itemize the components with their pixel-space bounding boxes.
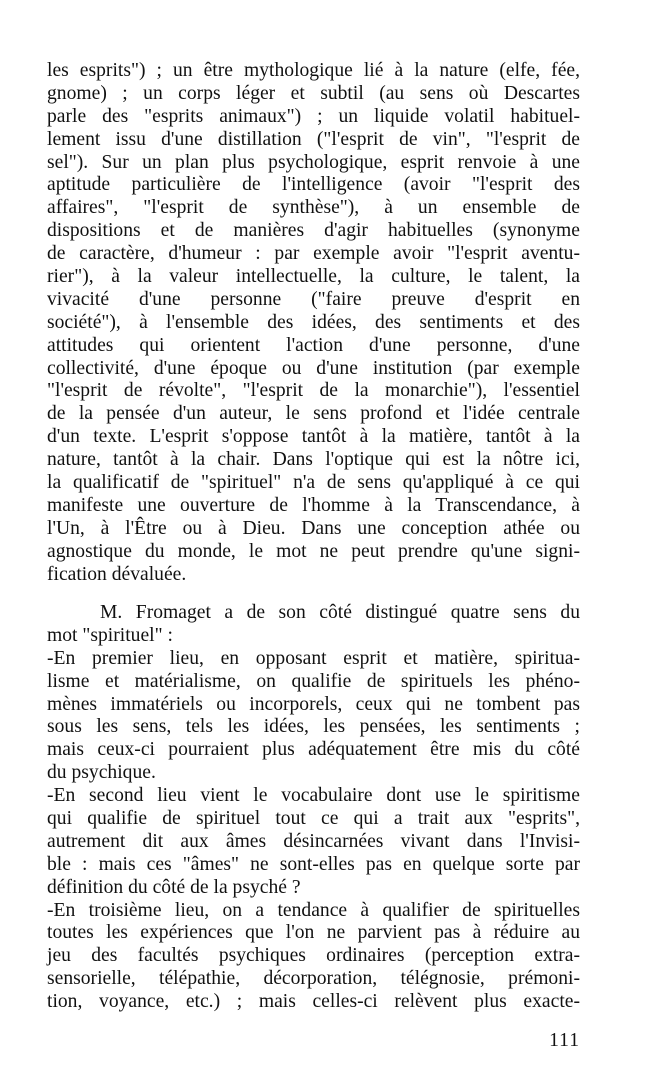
text-line: jeu des facultés psychiques ordinaires (perception extra-	[47, 945, 580, 967]
text-line: "l'esprit de révolte", "l'esprit de la monarchie"), l'essentiel	[47, 380, 580, 402]
text-line: sensorielle, télépathie, décorporation, télégnosie, prémoni-	[47, 968, 580, 990]
text-line: nature, tantôt à la chair. Dans l'optique qui est la nôtre ici,	[47, 449, 580, 471]
text-line: sous les sens, tels les idées, les pensées, les sentiments ;	[47, 716, 580, 738]
text-line: société"), à l'ensemble des idées, des sentiments et des	[47, 311, 580, 333]
text-line: M. Fromaget a de son côté distingué quatre sens du	[100, 602, 580, 623]
text-line: de caractère, d'humeur : par exemple avoir "l'esprit aventu-	[47, 243, 580, 265]
text-line: toutes les expériences que l'on ne parvient pas à réduire au	[47, 922, 580, 944]
text-line: aptitude particulière de l'intelligence (avoir "l'esprit des	[47, 174, 580, 196]
text-line: ble : mais ces "âmes" ne sont-elles pas en quelque sorte par	[47, 853, 580, 875]
text-line: de la pensée d'un auteur, le sens profond et l'idée centrale	[47, 403, 580, 425]
page-number: 111	[549, 1030, 580, 1051]
text-line: affaires", "l'esprit de synthèse"), à un ensemble de	[47, 197, 580, 219]
text-line: l'Un, à l'Être ou à Dieu. Dans une conception athée ou	[47, 517, 580, 539]
text-line: -En troisième lieu, on a tendance à qualifier de spirituelles	[47, 899, 580, 921]
text-line: -En second lieu vient le vocabulaire dont use le spiritisme	[47, 785, 580, 807]
text-line: du psychique.	[47, 762, 156, 784]
text-line: parle des "esprits animaux") ; un liquide volatil habituel-	[47, 105, 580, 127]
text-line: qui qualifie de spirituel tout ce qui a trait aux "esprits",	[47, 808, 580, 830]
text-line: -En premier lieu, en opposant esprit et matière, spiritua-	[47, 647, 580, 669]
text-line: agnostique du monde, le mot ne peut prendre qu'une signi-	[47, 540, 580, 562]
text-line: tion, voyance, etc.) ; mais celles-ci relèvent plus exacte-	[47, 991, 580, 1013]
text-line: lisme et matérialisme, on qualifie de spirituels les phéno-	[47, 670, 580, 692]
text-line: autrement dit aux âmes désincarnées vivant dans l'Invisi-	[47, 830, 580, 852]
text-line: d'un texte. L'esprit s'oppose tantôt à la matière, tantôt à la	[47, 426, 580, 448]
text-line: manifeste une ouverture de l'homme à la Transcendance, à	[47, 494, 580, 516]
text-line: collectivité, d'une époque ou d'une institution (par exemple	[47, 357, 580, 379]
paragraph-1	[47, 60, 580, 586]
text-line: mais ceux-ci pourraient plus adéquatement être mis du côté	[47, 739, 580, 761]
text-line: sel"). Sur un plan plus psychologique, esprit renvoie à une	[47, 151, 580, 173]
paragraph-2	[47, 602, 580, 1014]
text-line: mènes immatériels ou incorporels, ceux qui ne tombent pas	[47, 693, 580, 715]
text-line: définition du côté de la psyché ?	[47, 876, 301, 898]
text-line: la qualificatif de "spirituel" n'a de sens qu'appliqué à ce qui	[47, 472, 580, 494]
text-line: dispositions et de manières d'agir habituelles (synonyme	[47, 220, 580, 242]
text-line: les esprits") ; un être mythologique lié à la nature (elfe, fée,	[47, 60, 580, 81]
text-line: attitudes qui orientent l'action d'une personne, d'une	[47, 334, 580, 356]
text-line: mot "spirituel" :	[47, 624, 173, 646]
text-line: vivacité d'une personne ("faire preuve d'esprit en	[47, 288, 580, 310]
text-line: rier"), à la valeur intellectuelle, la culture, le talent, la	[47, 266, 580, 288]
text-line: lement issu d'une distillation ("l'esprit de vin", "l'esprit de	[47, 128, 580, 150]
text-line: fication dévaluée.	[47, 563, 187, 585]
text-line: gnome) ; un corps léger et subtil (au sens où Descartes	[47, 82, 580, 104]
